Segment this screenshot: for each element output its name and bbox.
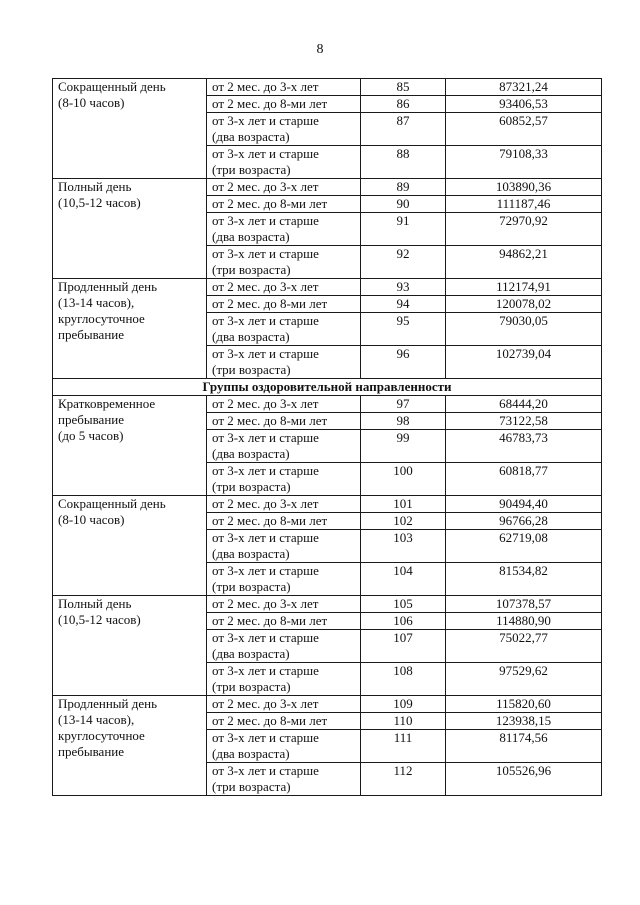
table-row: [53, 79, 602, 96]
code-cell: 99: [361, 430, 446, 463]
group-name-cell: Полный день (10,5-12 часов): [53, 179, 207, 279]
code-cell: 89: [361, 179, 446, 196]
age-category-cell: от 2 мес. до 3-х лет: [207, 596, 361, 613]
age-category-cell: от 3-х лет и старше (три возраста): [207, 146, 361, 179]
code-cell: 92: [361, 246, 446, 279]
price-cell: 103890,36: [446, 179, 602, 196]
section-header-title: Группы оздоровительной направленности: [53, 379, 602, 396]
code-cell: 88: [361, 146, 446, 179]
group-name-cell: Сокращенный день (8-10 часов): [53, 79, 207, 179]
age-category-cell: от 3-х лет и старше (три возраста): [207, 246, 361, 279]
price-cell: 97529,62: [446, 663, 602, 696]
code-cell: 101: [361, 496, 446, 513]
code-cell: 96: [361, 346, 446, 379]
table-row: [53, 596, 602, 613]
price-cell: 68444,20: [446, 396, 602, 413]
code-cell: 87: [361, 113, 446, 146]
price-cell: 93406,53: [446, 96, 602, 113]
age-category-cell: от 2 мес. до 8-ми лет: [207, 196, 361, 213]
age-category-cell: от 2 мес. до 3-х лет: [207, 79, 361, 96]
price-cell: 105526,96: [446, 763, 602, 796]
price-cell: 115820,60: [446, 696, 602, 713]
code-cell: 93: [361, 279, 446, 296]
table-row: [53, 396, 602, 413]
age-category-cell: от 2 мес. до 3-х лет: [207, 696, 361, 713]
age-category-cell: от 2 мес. до 8-ми лет: [207, 96, 361, 113]
group-name-cell: Продленный день (13-14 часов), круглосуточное пребывание: [53, 696, 207, 796]
age-category-cell: от 3-х лет и старше (два возраста): [207, 213, 361, 246]
group-name-cell: Продленный день (13-14 часов), круглосуточное пребывание: [53, 279, 207, 379]
price-cell: 81174,56: [446, 730, 602, 763]
table-row: [53, 179, 602, 196]
age-category-cell: от 2 мес. до 3-х лет: [207, 279, 361, 296]
code-cell: 91: [361, 213, 446, 246]
price-cell: 123938,15: [446, 713, 602, 730]
age-category-cell: от 2 мес. до 8-ми лет: [207, 613, 361, 630]
age-category-cell: от 3-х лет и старше (два возраста): [207, 730, 361, 763]
age-category-cell: от 3-х лет и старше (три возраста): [207, 346, 361, 379]
age-category-cell: от 3-х лет и старше (два возраста): [207, 530, 361, 563]
code-cell: 85: [361, 79, 446, 96]
price-cell: 75022,77: [446, 630, 602, 663]
price-cell: 107378,57: [446, 596, 602, 613]
price-cell: 46783,73: [446, 430, 602, 463]
table-row: [53, 696, 602, 713]
age-category-cell: от 3-х лет и старше (два возраста): [207, 313, 361, 346]
age-category-cell: от 3-х лет и старше (два возраста): [207, 630, 361, 663]
age-category-cell: от 3-х лет и старше (три возраста): [207, 463, 361, 496]
price-cell: 114880,90: [446, 613, 602, 630]
price-cell: 96766,28: [446, 513, 602, 530]
price-cell: 111187,46: [446, 196, 602, 213]
price-cell: 87321,24: [446, 79, 602, 96]
price-cell: 79030,05: [446, 313, 602, 346]
age-category-cell: от 2 мес. до 8-ми лет: [207, 413, 361, 430]
code-cell: 111: [361, 730, 446, 763]
age-category-cell: от 2 мес. до 3-х лет: [207, 496, 361, 513]
code-cell: 110: [361, 713, 446, 730]
age-category-cell: от 3-х лет и старше (два возраста): [207, 430, 361, 463]
price-cell: 102739,04: [446, 346, 602, 379]
price-cell: 81534,82: [446, 563, 602, 596]
code-cell: 109: [361, 696, 446, 713]
price-cell: 73122,58: [446, 413, 602, 430]
code-cell: 107: [361, 630, 446, 663]
page-number: 8: [316, 42, 324, 57]
code-cell: 112: [361, 763, 446, 796]
group-name-cell: Кратковременное пребывание (до 5 часов): [53, 396, 207, 496]
age-category-cell: от 2 мес. до 3-х лет: [207, 179, 361, 196]
age-category-cell: от 2 мес. до 8-ми лет: [207, 296, 361, 313]
code-cell: 102: [361, 513, 446, 530]
code-cell: 90: [361, 196, 446, 213]
age-category-cell: от 3-х лет и старше (три возраста): [207, 663, 361, 696]
price-cell: 90494,40: [446, 496, 602, 513]
price-cell: 60852,57: [446, 113, 602, 146]
tariff-table-body: [53, 79, 602, 796]
price-cell: 112174,91: [446, 279, 602, 296]
age-category-cell: от 3-х лет и старше (три возраста): [207, 763, 361, 796]
age-category-cell: от 3-х лет и старше (два возраста): [207, 113, 361, 146]
group-name-cell: Сокращенный день (8-10 часов): [53, 496, 207, 596]
code-cell: 95: [361, 313, 446, 346]
group-name-cell: Полный день (10,5-12 часов): [53, 596, 207, 696]
price-cell: 94862,21: [446, 246, 602, 279]
age-category-cell: от 3-х лет и старше (три возраста): [207, 563, 361, 596]
price-cell: 72970,92: [446, 213, 602, 246]
price-cell: 120078,02: [446, 296, 602, 313]
price-cell: 60818,77: [446, 463, 602, 496]
code-cell: 97: [361, 396, 446, 413]
code-cell: 108: [361, 663, 446, 696]
code-cell: 105: [361, 596, 446, 613]
code-cell: 103: [361, 530, 446, 563]
code-cell: 106: [361, 613, 446, 630]
code-cell: 86: [361, 96, 446, 113]
price-cell: 79108,33: [446, 146, 602, 179]
code-cell: 100: [361, 463, 446, 496]
tariff-table: [52, 78, 602, 796]
age-category-cell: от 2 мес. до 8-ми лет: [207, 513, 361, 530]
price-cell: 62719,08: [446, 530, 602, 563]
section-header-row: [53, 379, 602, 396]
age-category-cell: от 2 мес. до 3-х лет: [207, 396, 361, 413]
table-row: [53, 279, 602, 296]
code-cell: 98: [361, 413, 446, 430]
table-row: [53, 496, 602, 513]
age-category-cell: от 2 мес. до 8-ми лет: [207, 713, 361, 730]
code-cell: 104: [361, 563, 446, 596]
code-cell: 94: [361, 296, 446, 313]
